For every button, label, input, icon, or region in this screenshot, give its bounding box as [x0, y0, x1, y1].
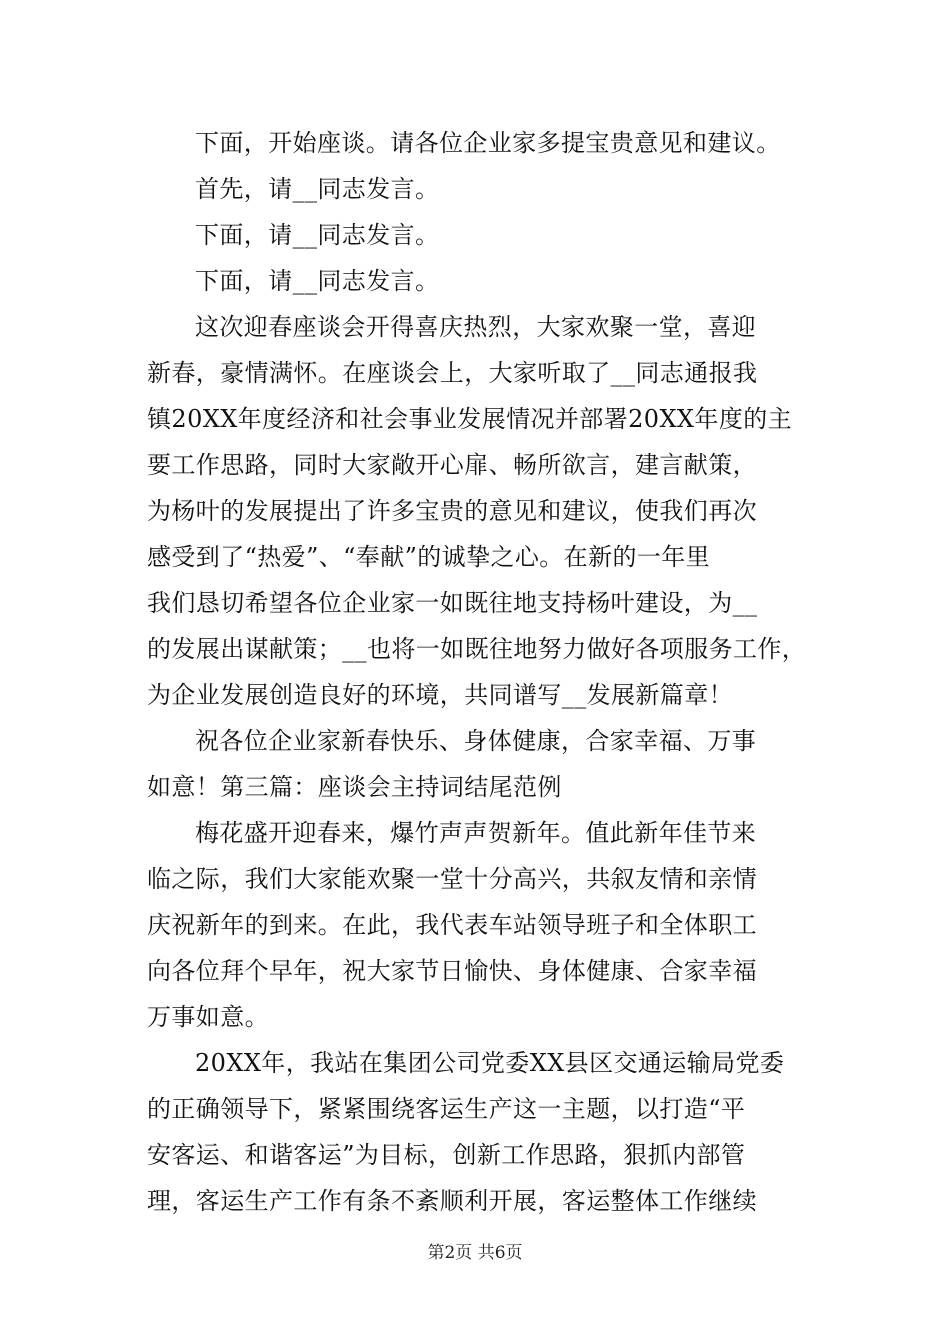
paragraph-line: 下面，开始座谈。请各位企业家多提宝贵意见和建议。 — [195, 129, 781, 157]
paragraph-line: 首先，请__同志发言。 — [195, 175, 440, 203]
document-body — [147, 120, 813, 1224]
paragraph-line: 的发展出谋献策；__也将一如既往地努力做好各项服务工作， — [147, 635, 807, 663]
paragraph-line: 万事如意。 — [147, 1003, 269, 1031]
paragraph-line: 庆祝新年的到来。在此，我代表车站领导班子和全体职工 — [147, 911, 757, 939]
paragraph-line: 下面，请__同志发言。 — [195, 221, 440, 249]
paragraph-line: 如意！第三篇：座谈会主持词结尾范例 — [147, 773, 562, 801]
paragraph-line: 这次迎春座谈会开得喜庆热烈，大家欢聚一堂，喜迎 — [195, 313, 757, 341]
paragraph-line: 向各位拜个早年，祝大家节日愉快、身体健康、合家幸福 — [147, 957, 757, 985]
paragraph-line: 梅花盛开迎春来，爆竹声声贺新年。值此新年佳节来 — [195, 819, 757, 847]
paragraph-line: 感受到了“热爱”、“奉献”的诚挚之心。在新的一年里 — [147, 543, 711, 571]
paragraph-line: 为杨叶的发展提出了许多宝贵的意见和建议，使我们再次 — [147, 497, 757, 525]
paragraph-line: 镇20XX年度经济和社会事业发展情况并部署20XX年度的主 — [147, 405, 793, 433]
paragraph-line: 20XX年，我站在集团公司党委XX县区交通运输局党委 — [195, 1049, 785, 1077]
paragraph-line: 我们恳切希望各位企业家一如既往地支持杨叶建设，为__ — [147, 589, 758, 617]
paragraph-line: 下面，请__同志发言。 — [195, 267, 440, 295]
paragraph-line: 临之际，我们大家能欢聚一堂十分高兴，共叙友情和亲情 — [147, 865, 757, 893]
paragraph-line: 要工作思路，同时大家敞开心扉、畅所欲言，建言献策， — [147, 451, 757, 479]
page-number-footer: 第2页 共6页 — [427, 1243, 523, 1263]
paragraph-line: 的正确领导下，紧紧围绕客运生产这一主题，以打造“平 — [147, 1095, 746, 1123]
paragraph-line: 为企业发展创造良好的环境，共同谱写__发展新篇章！ — [147, 681, 733, 709]
paragraph-line: 新春，豪情满怀。在座谈会上，大家听取了__同志通报我 — [147, 359, 758, 387]
paragraph-line: 安客运、和谐客运”为目标，创新工作思路，狠抓内部管 — [147, 1141, 746, 1169]
paragraph-line: 祝各位企业家新春快乐、身体健康，合家幸福、万事 — [195, 727, 757, 755]
paragraph-line: 理，客运生产工作有条不紊顺利开展，客运整体工作继续 — [147, 1187, 757, 1215]
